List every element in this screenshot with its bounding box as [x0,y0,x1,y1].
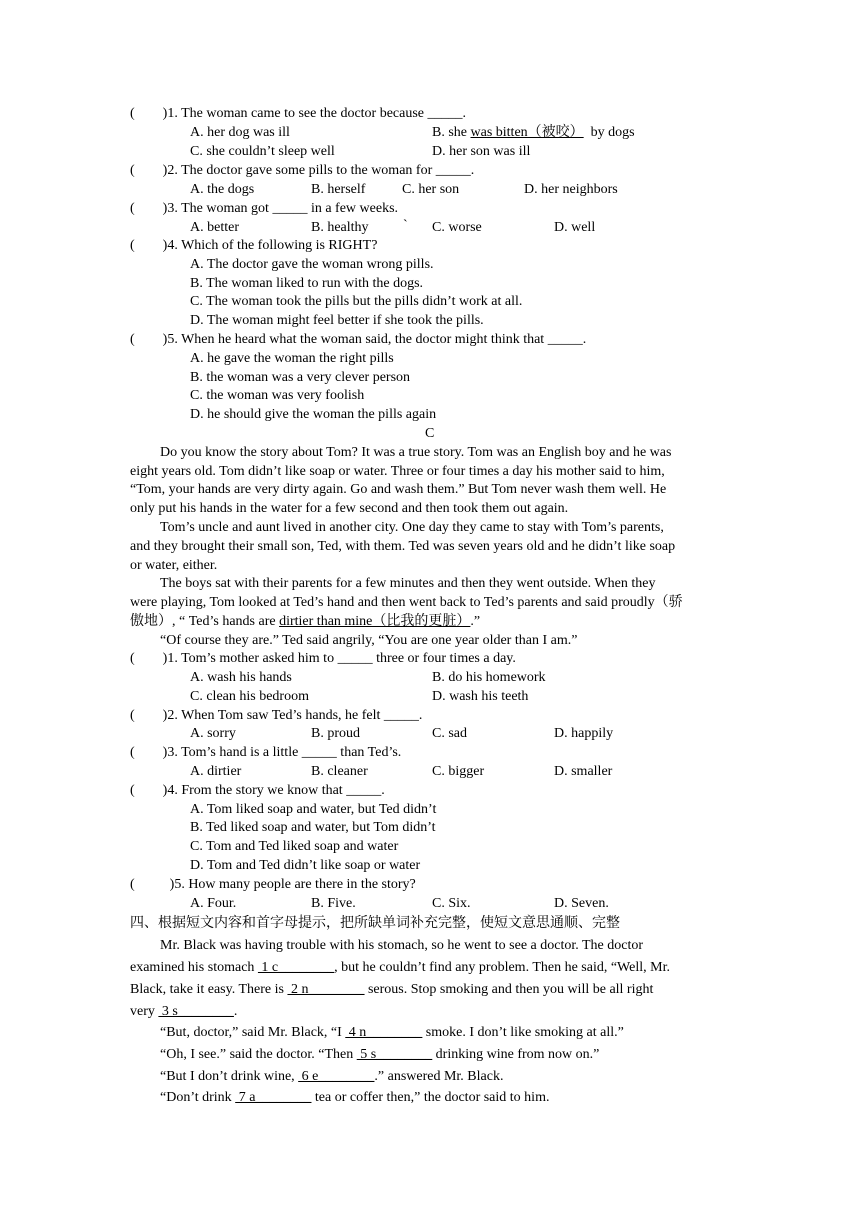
cloze-line: Black, take it easy. There is 2 n________ serous. Stop smoking and then you will be all right [130,982,654,997]
option-b5-c: C. the woman was very foolish [190,388,365,403]
option-b2-b: B. herself [311,182,366,197]
question-c4-stem: ( )4. From the story we know that _____. [130,783,385,798]
passage-c-line: only put his hands in the water for a few second and then took them out again. [130,501,569,516]
option-c5-b: B. Five. [311,896,356,911]
question-b5-stem: ( )5. When he heard what the woman said, the doctor might think that _____. [130,332,587,347]
option-c3-d: D. smaller [554,764,613,779]
option-b1-d: D. her son was ill [432,144,531,159]
question-b1-stem: ( )1. The woman came to see the doctor because _____. [130,106,467,121]
option-c5-a: A. Four. [190,896,237,911]
option-b3-b: B. healthy [311,220,369,235]
option-b3-c: C. worse [432,220,482,235]
passage-c-line: 傲地）, “ Ted’s hands are dirtier than mine（比我的更脏）.” [130,614,481,629]
option-b2-c: C. her son [402,182,460,197]
underlined-phrase: was bitten（被咬） [470,125,584,140]
section-4-heading: 四、根据短文内容和首字母提示，把所缺单词补充完整，使短文意思通顺、完整 [130,916,620,931]
option-b5-a: A. he gave the woman the right pills [190,351,394,366]
question-c5-stem: ( )5. How many people are there in the story? [130,877,416,892]
option-c1-c: C. clean his bedroom [190,689,309,704]
passage-c-line: “Of course they are.” Ted said angrily, “You are one year older than I am.” [160,633,578,648]
cloze-blank-6[interactable]: 6 e________ [298,1069,375,1084]
option-b1-c: C. she couldn’t sleep well [190,144,335,159]
option-c2-d: D. happily [554,726,614,741]
question-c3-stem: ( )3. Tom’s hand is a little _____ than Ted’s. [130,745,402,760]
option-b2-d: D. her neighbors [524,182,618,197]
option-b5-b: B. the woman was a very clever person [190,370,411,385]
question-b2-stem: ( )2. The doctor gave some pills to the woman for _____. [130,163,475,178]
cloze-blank-4[interactable]: 4 n________ [345,1025,423,1040]
option-c1-d: D. wash his teeth [432,689,529,704]
question-c1-stem: ( )1. Tom’s mother asked him to _____ three or four times a day. [130,651,516,666]
option-b4-a: A. The doctor gave the woman wrong pills. [190,257,434,272]
section-c-heading: C [425,426,435,441]
cloze-blank-3[interactable]: 3 s________ [158,1004,234,1019]
option-c1-a: A. wash his hands [190,670,292,685]
option-c5-d: D. Seven. [554,896,609,911]
option-b3-a: A. better [190,220,239,235]
cloze-line: Mr. Black was having trouble with his stomach, so he went to see a doctor. The doctor [160,938,644,953]
option-c4-c: C. Tom and Ted liked soap and water [190,839,399,854]
option-b4-d: D. The woman might feel better if she took the pills. [190,313,484,328]
option-c2-b: B. proud [311,726,360,741]
cloze-blank-5[interactable]: 5 s________ [356,1047,433,1062]
passage-c-line: The boys sat with their parents for a few minutes and then they went outside. When they [160,576,656,591]
passage-c-line: “Tom, your hands are very dirty again. Go and wash them.” But Tom never wash them well. He [130,482,667,497]
cloze-line: “Don’t drink 7 a________ tea or coffer then,” the doctor said to him. [160,1090,550,1105]
passage-c-line: Do you know the story about Tom? It was a true story. Tom was an English boy and he was [160,445,672,460]
option-c5-c: C. Six. [432,896,471,911]
stray-mark: ` [403,218,408,233]
option-b2-a: A. the dogs [190,182,255,197]
cloze-line: “Oh, I see.” said the doctor. “Then 5 s________ drinking wine from now on.” [160,1047,600,1062]
cloze-line: very 3 s________. [130,1004,238,1019]
passage-c-line: eight years old. Tom didn’t like soap or water. Three or four times a day his mother said to him, [130,464,665,479]
option-c4-d: D. Tom and Ted didn’t like soap or water [190,858,421,873]
option-b1-b: B. she was bitten（被咬） by dogs [432,125,635,140]
cloze-line: “But, doctor,” said Mr. Black, “I 4 n________ smoke. I don’t like smoking at all.” [160,1025,624,1040]
option-c1-b: B. do his homework [432,670,546,685]
option-b4-b: B. The woman liked to run with the dogs. [190,276,424,291]
cloze-blank-1[interactable]: 1 c________ [257,960,335,975]
option-c3-c: C. bigger [432,764,485,779]
passage-c-line: Tom’s uncle and aunt lived in another city. One day they came to stay with Tom’s parents, [160,520,664,535]
option-c3-a: A. dirtier [190,764,242,779]
option-b1-a: A. her dog was ill [190,125,290,140]
question-b4-stem: ( )4. Which of the following is RIGHT? [130,238,378,253]
option-c4-b: B. Ted liked soap and water, but Tom didn’t [190,820,436,835]
option-c2-a: A. sorry [190,726,236,741]
cloze-line: examined his stomach 1 c________, but he couldn’t find any problem. Then he said, “Well, Mr. [130,960,670,975]
option-c3-b: B. cleaner [311,764,368,779]
underlined-phrase: dirtier than mine（比我的更脏） [279,614,471,629]
question-b3-stem: ( )3. The woman got _____ in a few weeks. [130,201,399,216]
option-b3-d: D. well [554,220,596,235]
option-c2-c: C. sad [432,726,467,741]
option-b4-c: C. The woman took the pills but the pills didn’t work at all. [190,294,523,309]
option-c4-a: A. Tom liked soap and water, but Ted didn’t [190,802,437,817]
cloze-blank-7[interactable]: 7 a________ [235,1090,312,1105]
passage-c-line: and they brought their small son, Ted, with them. Ted was seven years old and he didn’t like soap [130,539,676,554]
cloze-line: “But I don’t drink wine, 6 e________.” answered Mr. Black. [160,1069,504,1084]
option-b5-d: D. he should give the woman the pills again [190,407,437,422]
passage-c-line: were playing, Tom looked at Ted’s hand and then went back to Ted’s parents and said proudly（骄 [130,595,683,610]
question-c2-stem: ( )2. When Tom saw Ted’s hands, he felt _____. [130,708,423,723]
passage-c-line: or water, either. [130,558,218,573]
cloze-blank-2[interactable]: 2 n________ [287,982,365,997]
